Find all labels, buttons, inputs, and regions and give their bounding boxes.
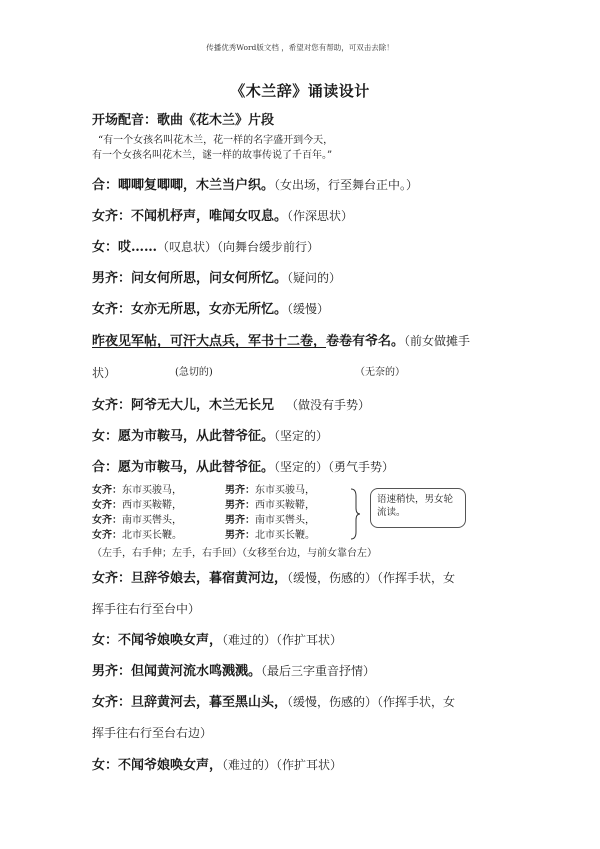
script-line	[92, 428, 328, 445]
script-line	[92, 459, 394, 476]
reading-tip-box: 语速稍快，男女轮流读。	[370, 488, 466, 528]
stage-note: （疑问的）	[287, 271, 342, 285]
speaker-label: 女齐：	[92, 515, 122, 526]
speaker-label: 女齐：	[92, 695, 132, 710]
market-line	[92, 485, 182, 497]
speaker-label: 男齐：	[92, 664, 132, 679]
script-line	[92, 632, 342, 649]
verse-text: 东市买骏马，	[255, 485, 315, 496]
stage-note: （前女做摊手	[404, 334, 471, 348]
stage-note: （作深思状）	[287, 209, 354, 223]
speaker-label: 女齐：	[92, 485, 122, 496]
gesture-note: （左手，右手伸；左手，右手回）（女移至台边，与前女靠台左）	[92, 548, 377, 559]
stage-note: （最后三字重音抒情）	[261, 664, 376, 678]
verse-text: 不闻爷娘唤女声，	[118, 633, 223, 648]
stage-note-continued: 挥手往右行至台中）	[92, 602, 201, 616]
grouping-brace	[350, 488, 360, 540]
script-line	[92, 397, 370, 414]
market-line	[225, 500, 315, 512]
page-title: 《木兰辞》诵读设计	[230, 82, 370, 100]
speaker-label: 男齐：	[225, 485, 255, 496]
stage-note: （难过的）（作扩耳状）	[222, 758, 343, 772]
script-line	[92, 301, 329, 318]
script-line	[92, 270, 341, 287]
script-line	[92, 757, 342, 774]
verse-text: 卷卷有爷名。	[326, 334, 405, 349]
speaker-label: 女齐：	[92, 302, 132, 317]
lyric-line: 有一个女孩名叫花木兰，谜一样的故事传说了千百年。”	[92, 150, 333, 161]
verse-text: 北市买长鞭。	[122, 530, 182, 541]
market-line	[92, 530, 182, 542]
market-line	[92, 515, 182, 527]
verse-text: 不闻机杼声，唯闻女叹息。	[131, 209, 288, 224]
speaker-label: 女：	[92, 240, 119, 255]
speaker-label: 男齐：	[92, 271, 132, 286]
verse-text: 问女何所思，问女何所忆。	[131, 271, 288, 286]
script-line	[92, 694, 455, 711]
market-line	[225, 485, 315, 497]
speaker-label: 合：	[92, 460, 119, 475]
verse-text: 女亦无所思，女亦无所忆。	[131, 302, 288, 317]
speaker-label: 女：	[92, 429, 119, 444]
tone-note: (急切的)	[175, 367, 213, 378]
tone-note: （无奈的）	[355, 367, 405, 378]
script-line	[92, 570, 455, 587]
speaker-label: 女齐：	[92, 530, 122, 541]
script-line	[92, 208, 353, 225]
speaker-label: 合：	[92, 178, 119, 193]
verse-text: 愿为市鞍马，从此替爷征。	[118, 460, 275, 475]
market-line	[92, 500, 182, 512]
header-note: 传播优秀Word版文档 ，希望对您有帮助，可双击去除！	[206, 43, 394, 52]
stage-note-continued: 挥手往右行至台右边）	[92, 726, 213, 740]
verse-text: 西市买鞍鞯，	[255, 500, 315, 511]
verse-text: 南市买辔头，	[122, 515, 182, 526]
verse-text: 哎……	[118, 240, 158, 255]
speaker-label: 女齐：	[92, 500, 122, 511]
verse-text: 西市买鞍鞯，	[122, 500, 182, 511]
speaker-label: 女齐：	[92, 398, 132, 413]
script-line	[92, 663, 375, 680]
speaker-label: 男齐：	[225, 515, 255, 526]
stage-note: （缓慢，伤感的）（作挥手状，女	[287, 571, 456, 585]
speaker-label: 男齐：	[225, 500, 255, 511]
verse-text: 愿为市鞍马，从此替爷征。	[118, 429, 275, 444]
script-line	[92, 239, 319, 256]
speaker-label: 女齐：	[92, 209, 132, 224]
verse-text: 不闻爷娘唤女声，	[118, 758, 223, 773]
verse-text: 南市买辔头，	[255, 515, 315, 526]
verse-text: 旦辞爷娘去，暮宿黄河边，	[131, 571, 288, 586]
stage-note: （缓慢，伤感的）（作挥手状，女	[287, 695, 456, 709]
stage-note: （做没有手势）	[286, 398, 371, 412]
lyric-line: “有一个女孩名叫花木兰，花一样的名字盛开到今天，	[98, 135, 334, 146]
stage-note-continued: 状）	[92, 366, 117, 380]
verse-text: 但闻黄河流水鸣溅溅。	[131, 664, 262, 679]
verse-text: 北市买长鞭。	[255, 530, 315, 541]
speaker-label: 女：	[92, 633, 119, 648]
speaker-label: 女齐：	[92, 571, 132, 586]
stage-note: （坚定的）	[274, 429, 329, 443]
speaker-label: 女：	[92, 758, 119, 773]
stage-note: （坚定的）（勇气手势）	[274, 460, 395, 474]
verse-text-underlined: 昨夜见军帖，可汗大点兵，军书十二卷，	[92, 334, 327, 349]
verse-text: 阿爷无大儿，木兰无长兄	[131, 398, 275, 413]
speaker-label: 男齐：	[225, 530, 255, 541]
market-line	[225, 530, 315, 542]
market-line	[225, 515, 315, 527]
verse-text: 旦辞黄河去，暮至黑山头，	[131, 695, 288, 710]
verse-text: 唧唧复唧唧，木兰当户织。	[118, 178, 275, 193]
intro-label: 开场配音：歌曲《花木兰》片段	[92, 113, 275, 128]
stage-note: （难过的）（作扩耳状）	[222, 633, 343, 647]
stage-note: （缓慢）	[287, 302, 330, 316]
verse-text: 东市买骏马，	[122, 485, 182, 496]
stage-note: （叹息状）（向舞台缓步前行）	[157, 240, 320, 254]
war-line	[92, 333, 470, 350]
stage-note: （女出场，行至舞台正中。）	[274, 178, 419, 192]
script-line	[92, 177, 418, 194]
